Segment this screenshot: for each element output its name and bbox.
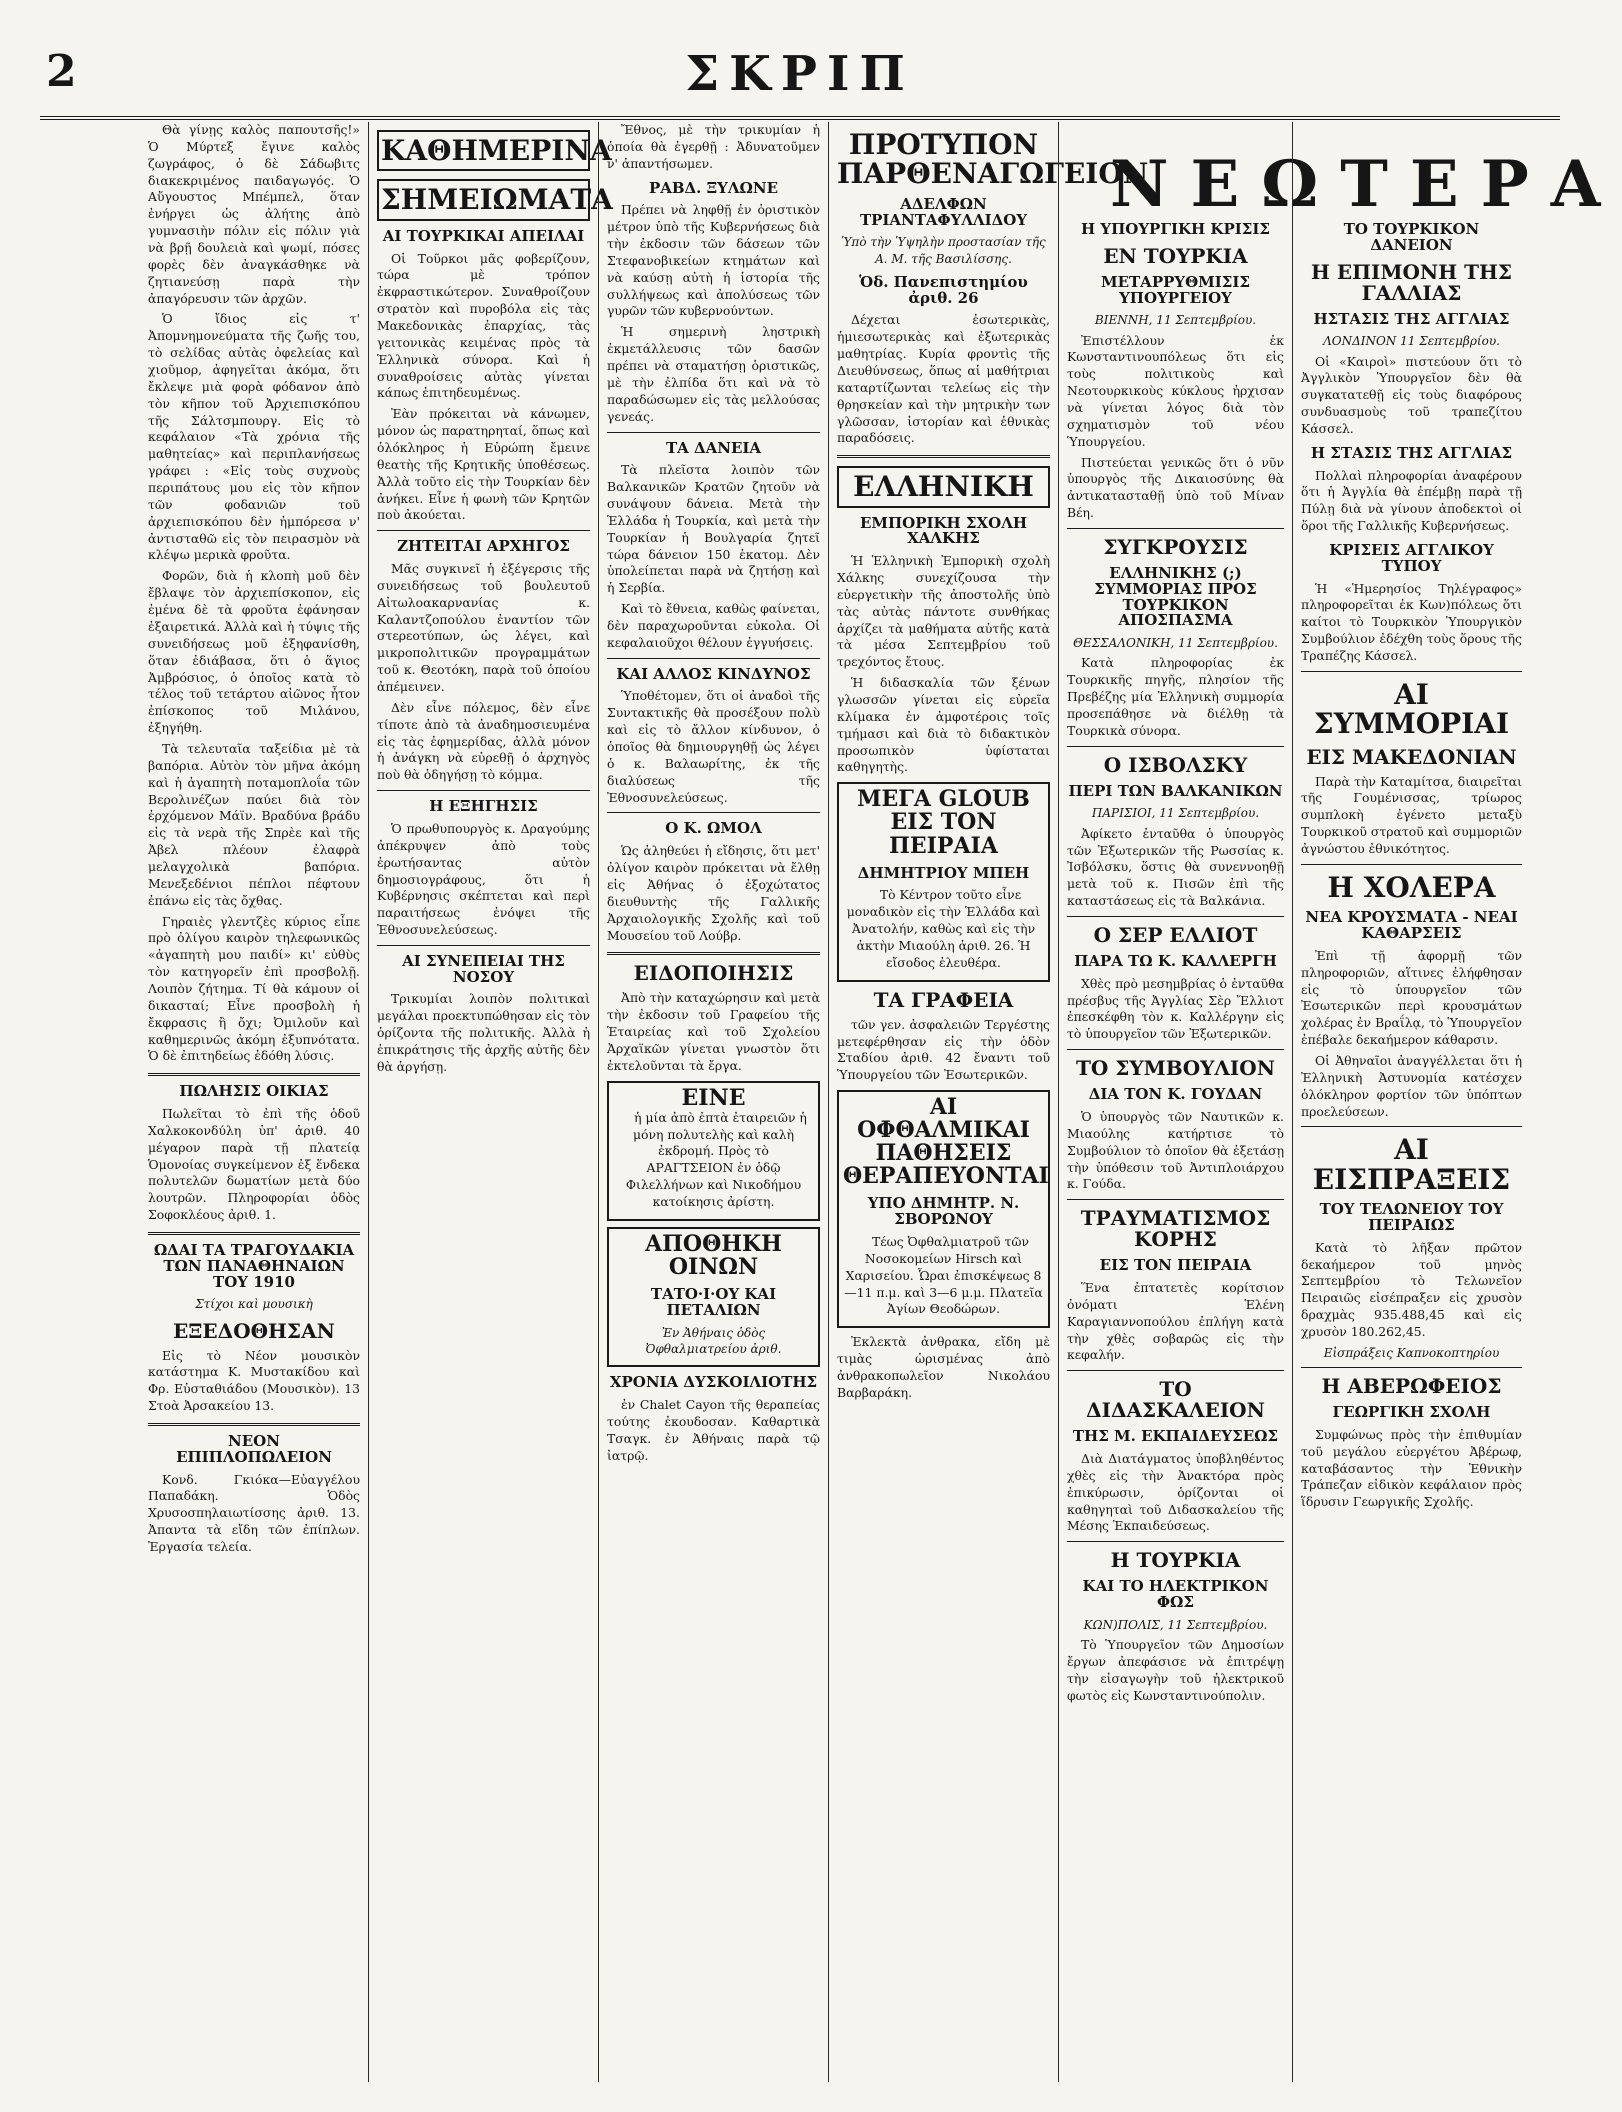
divider bbox=[377, 530, 590, 531]
section-heading: Ο ΙΣΒΟΛΣΚΥ bbox=[1103, 752, 1248, 777]
ad-text: ἐν Chalet Cayon τῆς θεραπείας τούτης ἐκουδοσαν. Καθαρτικὰ Τσαγκ. ἐν Ἀθήναις παρὰ τῷ ἰατρῷ. bbox=[607, 1396, 820, 1463]
article-text: Τρικυμίαι λοιπὸν πολιτικαὶ μεγάλαι προεκτυπώθησαν εἰς τὸν ὁρίζοντα τῆς πολιτικῆς. Ἀλλὰ ἡ ἐπικράτησις τῆς ἀρχῆς αὐτῆς δὲν θὰ ἀργήσῃ. bbox=[377, 991, 590, 1074]
ad-text: Ὑπὸ τὴν Ὑψηλὴν προστασίαν τῆς Α. Μ. τῆς Βασιλίσσης. bbox=[841, 235, 1046, 266]
ad-headline: ΠΡΟΤΥΠΟΝ ΠΑΡΘΕΝΑΓΩΓΕΙΟΝ bbox=[837, 128, 1149, 191]
section-heading: ΚΑΙ ΑΛΛΟΣ ΚΙΝΔΥΝΟΣ bbox=[616, 664, 811, 683]
article-text: Διὰ Διατάγματος ὑποβληθέντος χθὲς εἰς τὴν Ἀνακτόρα πρὸς ἐπικύρωσιν, ὁρίζονται οἱ καθηγηταὶ τοῦ Διδασκαλείου τῆς Μέσης Ἐκπαιδεύσεως. bbox=[1067, 1451, 1284, 1534]
divider bbox=[607, 658, 820, 659]
column-3 bbox=[598, 122, 828, 2082]
ad-text: Ἡ διδασκαλία τῶν ξένων γλωσσῶν γίνεται εἰς εὐρεῖα κλίμακα ἐν ἀμφοτέροις τοῖς τμήμασι καὶ διὰ τὸ διδακτικὸν προσωπικὸν ὑφίσταται καθηγητὴς. bbox=[837, 675, 1050, 775]
section-heading: ΤΑ ΔΑΝΕΙΑ bbox=[665, 438, 762, 457]
section-subheading: ΤΟΥ ΤΕΛΩΝΕΙΟΥ ΤΟΥ ΠΕΙΡΑΙΩΣ bbox=[1319, 1200, 1504, 1234]
ad-subtitle: ΔΗΜΗΤΡΙΟΥ ΜΠΕΗ bbox=[857, 863, 1030, 882]
ad-box bbox=[607, 1227, 820, 1367]
divider bbox=[607, 812, 820, 813]
section-subheading: ΕΙΣ ΜΑΚΕΔΟΝΙΑΝ bbox=[1306, 744, 1517, 769]
divider bbox=[1067, 1199, 1284, 1200]
ad-text: Τέως Ὀφθαλμιατροῦ τῶν Νοσοκομείων Hirsch καὶ Χαρισείου. Ὧραι ἐπισκέψεως 8—11 π.μ. καὶ 3—6 μ.μ. Πλατεῖα Ἀγίων Θεοδώρων. bbox=[844, 1233, 1043, 1317]
article-text: Οἱ Ἀθηναῖοι ἀναγγέλλεται ὅτι ἡ Ἐλληνικὴ Ἀστυνομία κατέσχεν ὁλόκληρον φορτίον τῶν ὑπόπτων προελεύσεων. bbox=[1301, 1052, 1522, 1119]
section-subheading: ΝΕΑ ΚΡΟΥΣΜΑΤΑ - ΝΕΑΙ ΚΑΘΑΡΣΕΙΣ bbox=[1305, 908, 1518, 943]
ad-headline: ΤΑ ΓΡΑΦΕΙΑ bbox=[873, 987, 1014, 1012]
columns bbox=[140, 122, 1530, 2082]
section-heading: ΤΟ ΔΙΔΑΣΚΑΛΕΙΟΝ bbox=[1086, 1377, 1265, 1423]
article-text: Ἀπὸ τὴν καταχώρησιν καὶ μετὰ τὴν ἐκδοσιν τοῦ Γραφείου τῆς Ἑταιρείας καὶ τοῦ Σχολείου Ἀρχαϊκῶν γίνεται γνωστὸν ὅτι ἐκτελοῦνται τὰ ἔργα. bbox=[607, 990, 820, 1073]
ad-subtitle: ΑΔΕΛΦΩΝ ΤΡΙΑΝΤΑΦΥΛΛΙΔΟΥ bbox=[859, 194, 1028, 229]
article-text: Γηραιὲς γλεντζὲς κύριος εἶπε πρὸ ὀλίγου καιρὸν τηλεφωνικῶς «ἀγαπητὴ μου παιδί» κι' εὐθὺς τὸν κατηγορεῖν ἐπὶ προσβολῇ. Λοιπὸν ζήτημα. Τί θὰ κάμουν οἱ δικασταί; Εἶνε προσβολὴ ἡ ἔκφρασις ἢ ὄχι; Ὀμιλοῦν καὶ καθημερινῶς ἀκόμη ἐξυπνότατα. Ὁ δὲ ἐπιτηδείως ἐδόθη λύσις. bbox=[148, 913, 360, 1064]
dateline: ΒΙΕΝΝΗ, 11 Σεπτεμβρίου. bbox=[1094, 313, 1257, 328]
section-subheading: ΕΙΣ ΤΟΝ ΠΕΙΡΑΙΑ bbox=[1099, 1256, 1252, 1275]
section-subheading: ΕΛΛΗΝΙΚΗΣ (;) ΣΥΜΜΟΡΙΑΣ ΠΡΟΣ ΤΟΥΡΚΙΚΟΝ ΑΠΟΣΠΑΣΜΑ bbox=[1094, 564, 1257, 630]
section-heading: ΤΡΑΥΜΑΤΙΣΜΟΣ ΚΟΡΗΣ bbox=[1080, 1206, 1271, 1252]
ad-text: τῶν γεν. ἀσφαλειῶν Τεργέστης μετεφέρθησαν εἰς τὴν ὁδὸν Σταδίου ἀριθ. 42 ἔναντι τοῦ Ὑπουργείου τῶν Ἐσωτερικῶν. bbox=[837, 1016, 1050, 1083]
dateline: ΛΟΝΔΙΝΟΝ 11 Σεπτεμβρίου. bbox=[1323, 334, 1500, 349]
ad-text: Ἐκλεκτὰ ἀνθρακα, εἴδη μὲ τιμὰς ὡρισμένας ἀπὸ ἀνθρακοπωλεῖον Νικολάου Βαρβαράκη. bbox=[837, 1334, 1050, 1400]
ad-headline: ΜΕΓΑ GLOUB ΕΙΣ ΤΟΝ ΠΕΙΡΑΙΑ bbox=[857, 786, 1030, 859]
column-title: ΣΗΜΕΙΩΜΑΤΑ bbox=[377, 179, 590, 220]
ad-text: Δέχεται ἐσωτερικὰς, ἡμιεσωτερικὰς καὶ ἐξωτερικὰς μαθητρίας. Κυρία φροντὶς τῆς Διευθύνσεως, ὅπως αἱ μαθήτριαι καταρτίζωνται τελείως εἰς τὴν θρησκείαν καὶ τὴν μητρικὴν των γλῶσσαν, ἱστορίαν καὶ ἐθνικὰς παραδόσεις. bbox=[837, 312, 1050, 446]
ad-text: Τὸ Κέντρον τοῦτο εἶνε μοναδικὸν εἰς τὴν Ἑλλάδα καὶ Ἀνατολήν, καθὼς καὶ εἰς τὴν ἀκτὴν Μιαούλη ἀριθ. 26. Ἡ εἴσοδος ἐλευθέρα. bbox=[846, 887, 1041, 970]
ad-text: Εἰς τὸ Νέον μουσικὸν κατάστημα Κ. Μυστακίδου καὶ Φρ. Εὐσταθιάδου (Μουσικὸν). 13 Στοὰ Ἀρσακείου 13. bbox=[148, 1347, 360, 1414]
section-heading: ΤΟ ΣΥΜΒΟΥΛΙΟΝ bbox=[1075, 1056, 1275, 1081]
section-subheading: Η ΕΠΙΜΟΝΗ ΤΗΣ ΓΑΛΛΙΑΣ bbox=[1311, 259, 1512, 305]
section-subheading: ΕΝ ΤΟΥΡΚΙΑ bbox=[1103, 243, 1248, 268]
divider bbox=[607, 952, 820, 955]
section-subheading: ΗΣΤΑΣΙΣ ΤΗΣ ΑΓΓΛΙΑΣ bbox=[1313, 309, 1510, 328]
ad-subtitle: ΤΑΤΟ·Ι·ΟΥ ΚΑΙ ΠΕΤΑΛΙΩΝ bbox=[650, 1285, 777, 1319]
ad-subtitle: Στίχοι καὶ μουσικὴ bbox=[195, 1297, 313, 1312]
divider bbox=[1067, 1049, 1284, 1050]
section-heading: ΑΙ ΣΥΝΕΠΕΙΑΙ ΤΗΣ ΝΟΣΟΥ bbox=[402, 951, 565, 986]
ad-title: ΠΩΛΗΣΙΣ ΟΙΚΙΑΣ bbox=[179, 1082, 329, 1101]
article-text: Οἱ Τοῦρκοι μᾶς φοβερίζουν, τώρα μὲ τρόπον ἐκφραστικώτερον. Συναθροίζουν στρατὸν καὶ πυροβόλα εἰς τὰς Μακεδονικὰς ἐπαρχίας, τὰς γειτονικὰς κειμένας πρὸς τὰ Ἑλληνικὰ σύνορα. Καὶ ἡ συναθροίσεις αὐτὰς γίνεται κάπως ἐπιτηδευμένως. bbox=[377, 250, 590, 401]
article-text: Φορῶν, διὰ ἡ κλοπὴ μοῦ δὲν ἔβλαψε τὸν ἀρχιεπίσκοπον, εἰς ἐμένα δὲ τὰ φροῦτα ἐφάνησαν ἐξαιρετικά. Ἀλλὰ καὶ ἡ τύψις τῆς συνειδήσεως μοῦ ἐξηφανίσθη, ὅταν ἐδιάβασα, ὅτι ὁ ἅγιος Ἀμβρόσιος, ὁ ὁποῖος κατὰ τὸ τέλος τοῦ τετάρτου αἰῶνος ἦτον ἐπίσκοπος τοῦ Μιλάνου, ἐξηγήθη. bbox=[148, 568, 360, 736]
ad-headline: ΕΞΕΔΟΘΗΣΑΝ bbox=[173, 1318, 335, 1343]
divider bbox=[1067, 746, 1284, 747]
section-heading: Η ΕΞΗΓΗΣΙΣ bbox=[429, 797, 538, 816]
ad-text: ἡ μία ἀπὸ ἐπτὰ ἐταιρειῶν ἡ μόνη πολυτελὴς καὶ καλὴ ἐκδρομή. Πρὸς τὸ ΑΡΑΓΤΣΕΙΟΝ ἐν ὁδῷ Φιλελλήνων καὶ Νικοδήμου κατοίκησις ἀρίστη. bbox=[625, 1109, 807, 1210]
ad-box bbox=[607, 1081, 820, 1221]
article-text: Θὰ γίνῃς καλὸς παπουτσῆς!» Ὁ Μύρτεξ ἔγινε καλὸς ζωγράφος, ὁ δὲ Σάδωβιτς διακεκριμένος παιδαγωγός. Ὁ Αὔγουστος Μπέμπελ, ὅταν ἐνήργει ὡς ἀλήτης ἀπὸ γυμνασιὴν πόλιν εἰς πόλιν γιὰ νὰ βρῇ δουλειὰ καὶ ψωμί, πόσες φορὲς δὲν ἀναγκάσθηκε νὰ ζητιανεύσῃ παρὰ τὴν ἀπαγόρευσιν τῶν ἀρχῶν. bbox=[148, 122, 360, 306]
dateline: ΚΩΝ)ΠΟΛΙΣ, 11 Σεπτεμβρίου. bbox=[1083, 1617, 1268, 1632]
article-text: Ὡς ἀληθεύει ἡ εἴδησις, ὅτι μετ' ὀλίγον καιρὸν πρόκειται νὰ ἔλθῃ εἰς Ἀθήνας ὁ ἐξοχώτατος διευθυντὴς τῆς Γαλλικῆς Ἀρχαιολογικῆς Σχολῆς καὶ τοῦ Μουσείου τοῦ Λούβρ. bbox=[607, 843, 820, 943]
divider bbox=[148, 1232, 360, 1235]
article-text: Ἐπιστέλλουν ἐκ Κωνσταντινουπόλεως ὅτι εἰς τοὺς πολιτικοὺς καὶ Νεοτουρκικοὺς κύκλους ἠρχισαν νὰ γίνεται λόγος διὰ τὸν σχηματισμὸν τοῦ νέου Ὑπουργείου. bbox=[1067, 332, 1284, 449]
article-text: Τὰ πλεῖστα λοιπὸν τῶν Βαλκανικῶν Κρατῶν ζητοῦν νὰ συνάψουν δάνεια. Μετὰ τὴν Ἑλλάδα ἡ Τουρκία, καὶ μετὰ τὴν Τουρκίαν ἡ Βουλγαρία ζητεῖ τώρα δάνειον 150 ἑκατομ. Δὲν ὑπολείπεται παρὰ νὰ ζητήσῃ καὶ ἡ Σερβία. bbox=[607, 462, 820, 596]
section-heading: ΑΙ ΤΟΥΡΚΙΚΑΙ ΑΠΕΙΛΑΙ bbox=[382, 226, 585, 245]
section-heading: Ο Κ. ΩΜΟΛ bbox=[665, 819, 762, 838]
article-text: Παρὰ τὴν Καταμίτσα, διαιρεῖται τῆς Γουμένισσας, τρίωρος συμπλοκὴ ἐγένετο μεταξὺ Τουρκικοῦ στρατοῦ καὶ συμμοριῶν ἀγνώστου ἐθνικότητος. bbox=[1301, 773, 1522, 857]
article-text: Πιστεύεται γενικῶς ὅτι ὁ νῦν ὑπουργὸς τῆς Δικαιοσύνης θὰ ἀντικατασταθῇ ὑπὸ τοῦ Μίναν Βέη. bbox=[1067, 454, 1284, 521]
section-heading: Η ΤΟΥΡΚΙΑ bbox=[1110, 1548, 1241, 1573]
ad-text: Πωλεῖται τὸ ἐπὶ τῆς ὁδοῦ Χαλκοκονδύλη ὑπ' ἀριθ. 40 μέγαρον παρὰ τῇ πλατείᾳ Ὁμονοίας συγκείμενον ἐξ ἕνδεκα πολυτελῶν δωματίων μετὰ δύο λουτρῶν. Πληροφορίαι ὁδὸς Σοφοκλέους ἀριθ. 1. bbox=[148, 1106, 360, 1223]
section-subheading: ΓΕΩΡΓΙΚΗ ΣΧΟΛΗ bbox=[1332, 1403, 1491, 1422]
section-subheading: ΜΕΤΑΡΡΥΘΜΙΣΙΣ ΥΠΟΥΡΓΕΙΟΥ bbox=[1100, 272, 1251, 307]
article-text: Ὁ πρωθυπουργὸς κ. Δραγούμης ἀπέκρυψεν ἀπὸ τοὺς ἐρωτήσαντας αὐτὸν δημοσιογράφους, ὅτι ἡ Κυβέρνησις σκέπτεται καὶ περὶ παραιτήσεως ἐνόψει τῆς Ἐθνοσυνελεύσεως. bbox=[377, 820, 590, 938]
article-text: Μᾶς συγκινεῖ ἡ ἐξέγερσις τῆς συνειδήσεως τοῦ βουλευτοῦ Αἰτωλοακαρνανίας κ. Καλαντζοπούλου ἐναντίον τῶν στερεοτύπων, ὡς λέγει, καὶ μικροπολιτικῶν προγραμμάτων τοῦ κ. Θεοτόκη, παρὰ τοῦ ὁποίου ἀπέμεινεν. bbox=[377, 561, 590, 695]
ad-subtitle: ΕΜΠΟΡΙΚΗ ΣΧΟΛΗ ΧΑΛΚΗΣ bbox=[859, 513, 1028, 548]
column-5 bbox=[1058, 122, 1292, 2082]
divider bbox=[1067, 1541, 1284, 1542]
divider bbox=[1301, 1126, 1522, 1127]
section-heading: Η ΣΤΑΣΙΣ ΤΗΣ ΑΓΓΛΙΑΣ bbox=[1310, 443, 1513, 462]
divider bbox=[1067, 916, 1284, 917]
article-text: Δὲν εἶνε πόλεμος, δὲν εἶνε τίποτε ἀπὸ τὰ ἀναδημοσιευμένα εἰς τὰς ἐφημερίδας, ἀλλὰ μόνον ἡ ἀνάγκη νὰ εὑρεθῇ ὁ ἀρχηγὸς ποὺ θὰ ὁδηγήσῃ τὸ κόμμα. bbox=[377, 699, 590, 783]
column-6 bbox=[1292, 122, 1530, 2082]
article-text: Ἀφίκετο ἐνταῦθα ὁ ὑπουργὸς τῶν Ἐξωτερικῶν τῆς Ρωσσίας κ. Ἰσβόλσκυ, ὅστις θὰ συνεννοηθῇ μετὰ τοῦ κ. Πισῶν ἐπὶ τῆς καταστάσεως εἰς τὰ Βαλκάνια. bbox=[1067, 825, 1284, 909]
ad-text: Ἐν Ἀθήναις ὁδὸς Ὀφθαλμιατρείου ἀριθ. bbox=[645, 1325, 782, 1356]
divider bbox=[148, 1073, 360, 1076]
section-subheading: ΚΑΙ ΤΟ ΗΛΕΚΤΡΙΚΟΝ ΦΩΣ bbox=[1082, 1577, 1269, 1612]
divider bbox=[1067, 528, 1284, 529]
divider bbox=[148, 1423, 360, 1426]
article-text: Ἔθνος, μὲ τὴν τρικυμίαν ἡ ὁποία θὰ ἐγερθῇ : Ἀδυνατοῦμεν ν' ἀπαντήσωμεν. bbox=[607, 122, 820, 171]
subsection-label: Εἰσπράξεις Καπνοκοπτηρίου bbox=[1323, 1345, 1500, 1360]
article-text: Πολλαὶ πληροφορίαι ἀναφέρουν ὅτι ἡ Ἀγγλία θὰ ἐπέμβῃ παρὰ τῇ Πύλῃ διὰ νὰ γίνουν ἀποδεκτοὶ οἱ ὅροι τῆς Γαλλικῆς Κυβερνήσεως. bbox=[1301, 467, 1522, 534]
section-heading: ΖΗΤΕΙΤΑΙ ΑΡΧΗΓΟΣ bbox=[397, 537, 570, 556]
article-text: Συμφώνως πρὸς τὴν ἐπιθυμίαν τοῦ μεγάλου εὐεργέτου Ἀβέρωφ, καταβάσαντος τὴν Ἐθνικὴν Τράπεζαν εἰδικὸν κεφάλαιον πρὸς ἵδρυσιν Γεωργικῆς Σχολῆς. bbox=[1301, 1426, 1522, 1510]
section-heading: ΡΑΒΔ. ΞΥΛΩΝΕ bbox=[648, 178, 779, 197]
ad-headline: ΕΛΛΗΝΙΚΗ bbox=[837, 466, 1050, 507]
section-heading: Η ΧΟΛΕΡΑ bbox=[1327, 870, 1496, 904]
article-text: Ἐπὶ τῇ ἀφορμῇ τῶν πληροφοριῶν, αἵτινες ἐλήφθησαν εἰς τὸ ὑπουργεῖον τῶν Ἐσωτερικῶν περὶ κρουσμάτων χολέρας ἐν Βραΐλᾳ, τὸ Ὑπουργεῖον ἐπέβαλε δεκαήμερον κάθαρσιν. bbox=[1301, 947, 1522, 1048]
column-2 bbox=[368, 122, 613, 2082]
column-1 bbox=[140, 122, 368, 2082]
article-text: Καὶ τὸ ἔθνεια, καθὼς φαίνεται, δὲν παραχωροῦνται εὐκολα. Οἱ κεφαλαιοῦχοι θέλουν ἐγγυήσεις. bbox=[607, 601, 820, 650]
divider bbox=[607, 432, 820, 433]
ad-title: ΧΡΟΝΙΑ ΔΥΣΚΟΙΛΙΟΤΗΣ bbox=[609, 1373, 818, 1392]
section-subheading: ΠΑΡΑ ΤΩ Κ. ΚΑΛΛΕΡΓΗ bbox=[1074, 951, 1277, 970]
divider bbox=[1067, 1370, 1284, 1371]
ad-text: Κονδ. Γκιόκα—Εὐαγγέλου Παπαδάκη. Ὁδὸς Χρυσοσπηλαιωτίσσης ἀριθ. 13. Ἀπαντα τὰ εἴδη τῶν ἐπίπλων. Ἐργασία τελεία. bbox=[148, 1471, 360, 1554]
ad-headline: ΑΠΟΘΗΚΗ ΟΙΝΩΝ bbox=[645, 1230, 782, 1281]
article-text: Ἕνα ἐπτατετὲς κορίτσιον ὀνόματι Ἑλένη Καραγιαννοπούλου ἐπλήγη κατὰ τὴν χθὲς σοβαρῶς εἰς τὴν κεφαλήν. bbox=[1067, 1279, 1284, 1363]
column-title: ΚΑΘΗΜΕΡΙΝΑ bbox=[377, 130, 590, 171]
ad-subtitle: ΥΠΟ ΔΗΜΗΤΡ. Ν. ΣΒΟΡΩΝΟΥ bbox=[867, 1194, 1020, 1229]
section-subheading: ΔΙΑ ΤΟΝ Κ. ΓΟΥΔΑΝ bbox=[1088, 1085, 1263, 1104]
article-text: Ὁ ὑπουργὸς τῶν Ναυτικῶν κ. Μιαούλης κατήρτισε τὸ Συμβούλιον τὸ ὁποῖον θὰ ἐξετάσῃ τὴν ὑπόθεσιν τοῦ Ἀντιπλοιάρχου κ. Γούδα. bbox=[1067, 1108, 1284, 1192]
article-text: Ἡ σημερινὴ ληστρικὴ ἐκμετάλλευσις τῶν δασῶν πρέπει νὰ σταματήσῃ ὁριστικῶς, μὲ τὴν ἐλπίδα ὅτι καὶ νὰ τὸ παραδώσωμεν εἰς τὰς μελλούσας γενεάς. bbox=[607, 324, 820, 424]
ad-address: Ὁδ. Πανεπιστημίου ἀριθ. 26 bbox=[859, 272, 1028, 307]
article-text: Πρέπει νὰ ληφθῇ ἐν ὁριστικὸν μέτρον ὑπὸ τῆς Κυβερνήσεως διὰ τὴν ἐκδοσιν τῶν δάσεων τῶν Στεφανοβικείων κτημάτων καὶ νὰ καύσῃ αὐτὴ ἡ ἱστορία τῆς συλλήψεως καὶ ἀπολύσεως τῶν γυρῶν τῶν κυβερνούντων. bbox=[607, 202, 820, 319]
article-text: Κατὰ τὸ λῆξαν πρῶτον δεκαήμερον τοῦ μηνὸς Σεπτεμβρίου τὸ Τελωνεῖον Πειραιῶς εἰσέπραξεν εἰς χρυσὸν δραχμὰς 935.488,45 καὶ εἰς χρυσὸν 180.262,45. bbox=[1301, 1239, 1522, 1339]
section-heading: ΕΙΔΟΠΟΙΗΣΙΣ bbox=[633, 961, 794, 986]
article-text: Τὸ Ὑπουργεῖον τῶν Δημοσίων ἔργων ἀπεφάσισε νὰ ἐπιτρέψῃ τὴν εἰσαγωγὴν τοῦ ἠλεκτρικοῦ φωτὸς εἰς Κωνσταντινούπολιν. bbox=[1067, 1637, 1284, 1703]
column-4 bbox=[828, 122, 1149, 2082]
ad-title: ΝΕΟΝ ΕΠΙΠΛΟΠΩΛΕΙΟΝ bbox=[176, 1432, 332, 1466]
section-heading: ΚΡΙΣΕΙΣ ΑΓΓΛΙΚΟΥ ΤΥΠΟΥ bbox=[1329, 541, 1494, 575]
divider bbox=[377, 790, 590, 791]
ad-headline: ΑΙ ΟΦΘΑΛΜΙΚΑΙ ΠΑΘΗΣΕΙΣ ΘΕΡΑΠΕΥΟΝΤΑΙ bbox=[843, 1094, 1049, 1190]
ad-box bbox=[837, 1090, 1050, 1328]
ad-text: Ἡ Ἑλληνικὴ Ἐμπορικὴ σχολὴ Χάλκης συνεχίζουσα τὴν εὐεργετικὴν τῆς ἀποστολῆς ὑπὸ τὰς αὐτὰς πάντοτε συνθήκας ἀρχίζει τὰ μαθήματα αὐτῆς κατὰ τὰ μέσα Σεπτεμβρίου τοῦ τρεχόντος ἔτους. bbox=[837, 553, 1050, 670]
section-subheading: ΤΗΣ Μ. ΕΚΠΑΙΔΕΥΣΕΩΣ bbox=[1072, 1427, 1279, 1446]
dateline: ΠΑΡΙΣΙΟΙ, 11 Σεπτεμβρίου. bbox=[1091, 806, 1260, 821]
neotera-title: ΝΕΩΤΕΡΑ bbox=[1110, 147, 1622, 222]
section-heading: ΑΙ ΕΙΣΠΡΑΞΕΙΣ bbox=[1312, 1133, 1511, 1196]
divider bbox=[1301, 671, 1522, 672]
section-heading: Η ΑΒΕΡΩΦΕΙΟΣ bbox=[1321, 1374, 1502, 1399]
divider bbox=[1301, 1367, 1522, 1368]
section-heading: Ο ΣΕΡ ΕΛΛΙΟΤ bbox=[1093, 922, 1258, 947]
page-number: 2 bbox=[46, 46, 77, 97]
ad-headline: ΕΙΝΕ bbox=[681, 1084, 746, 1111]
section-heading: ΣΥΓΚΡΟΥΣΙΣ bbox=[1103, 535, 1248, 560]
divider bbox=[377, 945, 590, 946]
ad-title: ΩΔΑΙ ΤΑ ΤΡΑΓΟΥΔΑΚΙΑ ΤΩΝ ΠΑΝΑΘΗΝΑΙΩΝ ΤΟΥ 1910 bbox=[153, 1241, 355, 1291]
section-heading: Η ΥΠΟΥΡΓΙΚΗ ΚΡΙΣΙΣ bbox=[1081, 220, 1270, 238]
article-text: Οἱ «Καιροὶ» πιστεύουν ὅτι τὸ Ἀγγλικὸν Ὑπουργεῖον δὲν θὰ συγκατατεθῇ εἰς τοὺς διαφόρους συνδυασμοὺς τοῦ τραπεζίτου Κάσσελ. bbox=[1301, 353, 1522, 436]
article-text: Ἐὰν πρόκειται νὰ κάνωμεν, μόνον ὡς παρατηρηταί, ὅπως καὶ ὁλόκληρος ἡ Εὐρώπη ἔμεινε θεατὴς τῆς Κρητικῆς ὑποθέσεως. Ἀλλὰ τοῦτο εἰς τὴν Τουρκίαν δὲν ἀνήκει. Εἶνε ἡ φωνὴ τῶν Κρητῶν ποὺ ἀκούεται. bbox=[377, 406, 590, 523]
divider bbox=[1301, 864, 1522, 865]
article-text: Τὰ τελευταῖα ταξείδια μὲ τὰ βαπόρια. Αὐτὸν τὸν μῆνα ἀκόμη καὶ ἡ ἀγαπητὴ ποταμοπλοΐα τῶν Βερολινέζων παύει διὰ τὸν ἐρχόμενον Μάϊν. Βραδύνα βράδυ εἰς τὰ νερὰ τῆς Σπρὲε καὶ τῆς Ἀβελ πλέουν ἐλαφρὰ μελαγχολικὰ βαπόρια. Μενεξεδένιοι πέπλοι πέφτουν ἐπάνω εἰς τὰς ὄχθας. bbox=[148, 740, 360, 908]
divider bbox=[837, 455, 1050, 458]
section-subheading: ΠΕΡΙ ΤΩΝ ΒΑΛΚΑΝΙΚΩΝ bbox=[1068, 781, 1283, 800]
article-text: Ἡ «Ἡμερησίος Τηλέγραφος» πληροφορεῖται ἐκ Κων)πόλεως ὅτι καίτοι τὸ Τουρκικὸν Ὑπουργικὸν Συμβούλιον ἐδέχθη τοὺς ὅρους τῆς Τραπέζης Κάσσελ. bbox=[1301, 580, 1522, 663]
ad-box bbox=[837, 782, 1050, 981]
article-text: Ὑποθέτομεν, ὅτι οἱ ἀναδοὶ τῆς Συντακτικῆς θὰ προσέξουν πολὺ καὶ εἰς τὸ ἄλλον κίνδυνον, ὁ ὁποῖος θὰ δημιουργηθῇ ὡς λέγει ὁ κ. Βαλαωρίτης, ἐκ τῆς διαλύσεως τῆς Ἐθνοσυνελεύσεως. bbox=[607, 688, 820, 805]
article-text: Κατὰ πληροφορίας ἐκ Τουρκικῆς πηγῆς, πλησίον τῆς Πρεβέζης μία Ἑλληνικὴ συμμορία προσεπάθησε νὰ διέλθῃ τὰ Τουρκικὰ σύνορα. bbox=[1067, 655, 1284, 738]
dateline: ΘΕΣΣΑΛΟΝΙΚΗ, 11 Σεπτεμβρίου. bbox=[1073, 636, 1278, 651]
article-text: Ὁ ἴδιος εἰς τ' Ἀπομνημονεύματα τῆς ζωῆς του, τὸ σελίδας αὐτὰς ὀφελείας καὶ χιοῦμορ, ἀφηγεῖται ἀκόμα, ὅτι ἔκλεψε μιὰ φορὰ φόδανον ἀπὸ τὸν κῆπον τοῦ Ἀρχιεπισκόπου τῆς Σάλτσμπουργ. Εἰς τὸ κεφάλαιον «Τὰ χρόνια τῆς μαθητείας» καὶ περιπλανήσεως γράφει : «Εἰς τοὺς συχνοὺς περιπάτους μου εἰς τὸν κῆπον τῶν φοδανιῶν τοῦ ἀρχιεπισκόπου δὲν ἠμπόρεσα ν' ἀντισταθῶ εἰς τὸν πειρασμὸν νὰ κλέψω μερικὰ φροῦτα. bbox=[148, 311, 360, 563]
article-text: Χθὲς πρὸ μεσημβρίας ὁ ἐνταῦθα πρέσβυς τῆς Ἀγγλίας Σὲρ Ἔλλιοτ ἐπεσκέφθη τὸν κ. Καλλέργην εἰς τὸ ὑπουργεῖον τῶν Ἐξωτερικῶν. bbox=[1067, 975, 1284, 1042]
section-heading: ΤΟ ΤΟΥΡΚΙΚΟΝ ΔΑΝΕΙΟΝ bbox=[1343, 220, 1480, 254]
paper-name: ΣΚΡΙΠ bbox=[685, 46, 915, 102]
section-heading: ΑΙ ΣΥΜΜΟΡΙΑΙ bbox=[1313, 677, 1510, 741]
masthead bbox=[40, 40, 1560, 120]
